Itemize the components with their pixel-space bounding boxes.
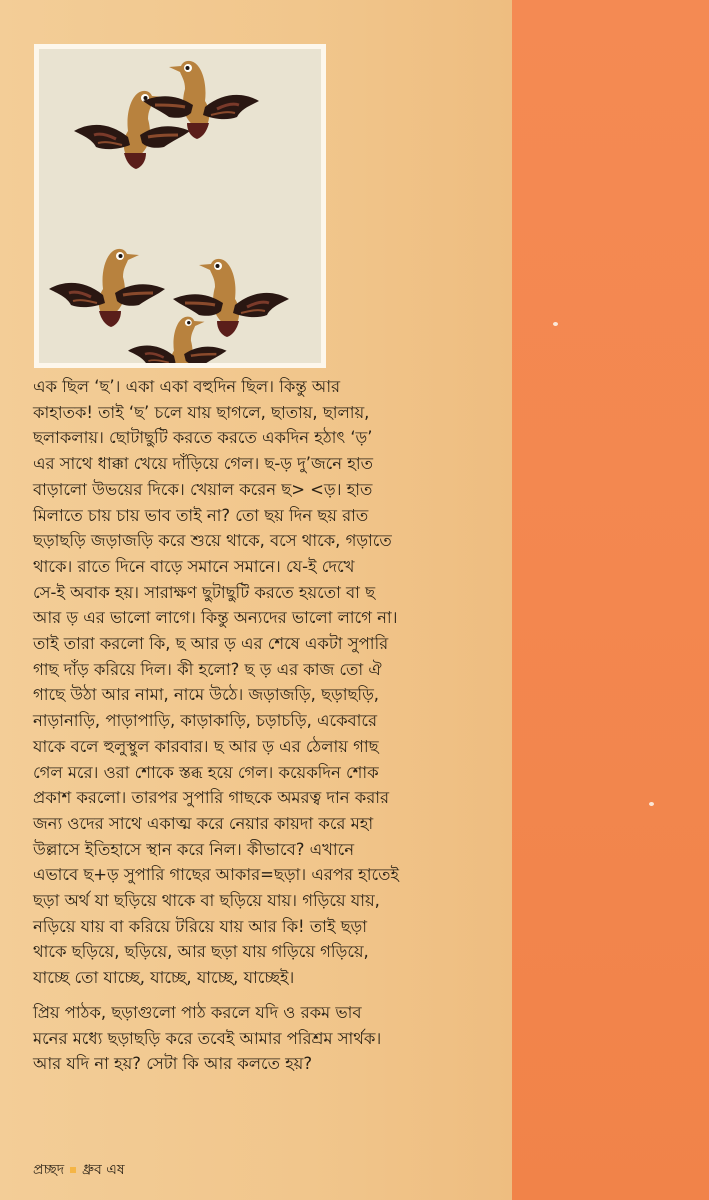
credit-label: প্রচ্ছদ	[33, 1162, 65, 1178]
birds-illustration	[39, 49, 321, 363]
blurb-paragraph-2	[33, 1000, 493, 1077]
text-line: সে-ই অবাক হয়। সারাক্ষণ ছুটাছুটি করতে হয়তো বা ছ	[33, 582, 376, 602]
text-line: থাকে ছড়িয়ে, ছড়িয়ে, আর ছড়া যায় গড়িয়ে গড়িয়ে,	[33, 942, 369, 962]
blurb-paragraph-1	[33, 374, 493, 991]
text-line: যাচ্ছে তো যাচ্ছে, যাচ্ছে, যাচ্ছে, যাচ্ছেই।	[33, 968, 295, 988]
cover-spine-panel	[512, 0, 709, 1200]
illustration-canvas	[39, 49, 321, 363]
text-line: এক ছিল ‘ছ’। একা একা বহুদিন ছিল। কিন্তু আর	[33, 377, 340, 396]
text-line: যাকে বলে হুলুস্থুল কারবার। ছ আর ড় এর ঠেলায় গাছ	[33, 736, 379, 756]
blurb-text	[33, 374, 493, 1086]
text-line: প্রিয় পাঠক, ছড়াগুলো পাঠ করলে যদি ও রকম ভাব	[33, 1002, 362, 1022]
text-line: ছড়াছড়ি জড়াজড়ি করে শুয়ে থাকে, বসে থাকে, গড়াতে	[33, 531, 392, 551]
text-line: উল্লাসে ইতিহাসে স্থান করে নিল। কীভাবে? এখানে	[33, 839, 355, 859]
separator-square-icon	[70, 1167, 76, 1173]
text-line: নড়িয়ে যায় বা করিয়ে টরিয়ে যায় আর কি! তাই ছড়া	[33, 916, 367, 936]
text-line: নাড়ানাড়ি, পাড়াপাড়ি, কাড়াকাড়ি, চড়াচড়ি, একেবারে	[33, 711, 378, 731]
cover-credit	[33, 1158, 125, 1182]
cover-illustration	[34, 44, 326, 368]
text-line: মনের মধ্যে ছড়াছড়ি করে তবেই আমার পরিশ্রম সার্থক।	[33, 1028, 382, 1048]
text-line: আর যদি না হয়? সেটা কি আর কলতে হয়?	[33, 1054, 313, 1074]
text-line: আর ড় এর ভালো লাগে। কিন্তু অন্যদের ভালো লাগে না।	[33, 608, 398, 628]
text-line: গেল মরে। ওরা শোকে স্তব্ধ হয়ে গেল। কয়েকদিন শোক	[33, 762, 379, 782]
text-line: এর সাথে ধাক্কা খেয়ে দাঁড়িয়ে গেল। ছ-ড় দু’জনে হাত	[33, 454, 373, 474]
text-line: থাকে। রাতে দিনে বাড়ে সমানে সমানে। যে-ই দেখে	[33, 556, 355, 576]
text-line: তাই তারা করলো কি, ছ আর ড় এর শেষে একটা সুপারি	[33, 634, 389, 654]
text-line: ছলাকলায়। ছোটাছুটি করতে করতে একদিন হঠাৎ ‘ড়’	[33, 428, 373, 448]
credit-name: ধ্রুব এষ	[82, 1162, 125, 1178]
text-line: ছড়া অর্থ যা ছড়িয়ে থাকে বা ছড়িয়ে যায়। গড়িয়ে যায়,	[33, 891, 380, 911]
bird-bottom-left	[49, 249, 165, 327]
text-line: গাছে উঠা আর নামা, নামে উঠে। জড়াজড়ি, ছড়াছড়ি,	[33, 685, 380, 705]
text-line: প্রকাশ করলো। তারপর সুপারি গাছকে অমরত্ব দান করার	[33, 788, 389, 808]
text-line: জন্য ওদের সাথে একাত্ম করে নেয়ার কায়দা করে মহা	[33, 813, 374, 833]
text-line: বাড়ালো উভয়ের দিকে। খেয়াল করেন ছ> <ড়। হাত	[33, 479, 373, 499]
text-line: মিলাতে চায় চায় ভাব তাই না? তো ছয় দিন ছয় রাত	[33, 505, 369, 525]
text-line: এভাবে ছ+ড় সুপারি গাছের আকার=ছড়া। এরপর হাতেই	[33, 865, 399, 885]
text-line: গাছ দাঁড় করিয়ে দিল। কী হলো? ছ ড় এর কাজ তো ঐ	[33, 659, 382, 679]
text-line: কাহাতক! তাই ‘ছ’ চলে যায় ছাগলে, ছাতায়, ছালায়,	[33, 402, 370, 422]
bird-bottom-center	[128, 317, 227, 363]
paper-speck	[649, 802, 654, 806]
paper-speck	[553, 322, 558, 326]
